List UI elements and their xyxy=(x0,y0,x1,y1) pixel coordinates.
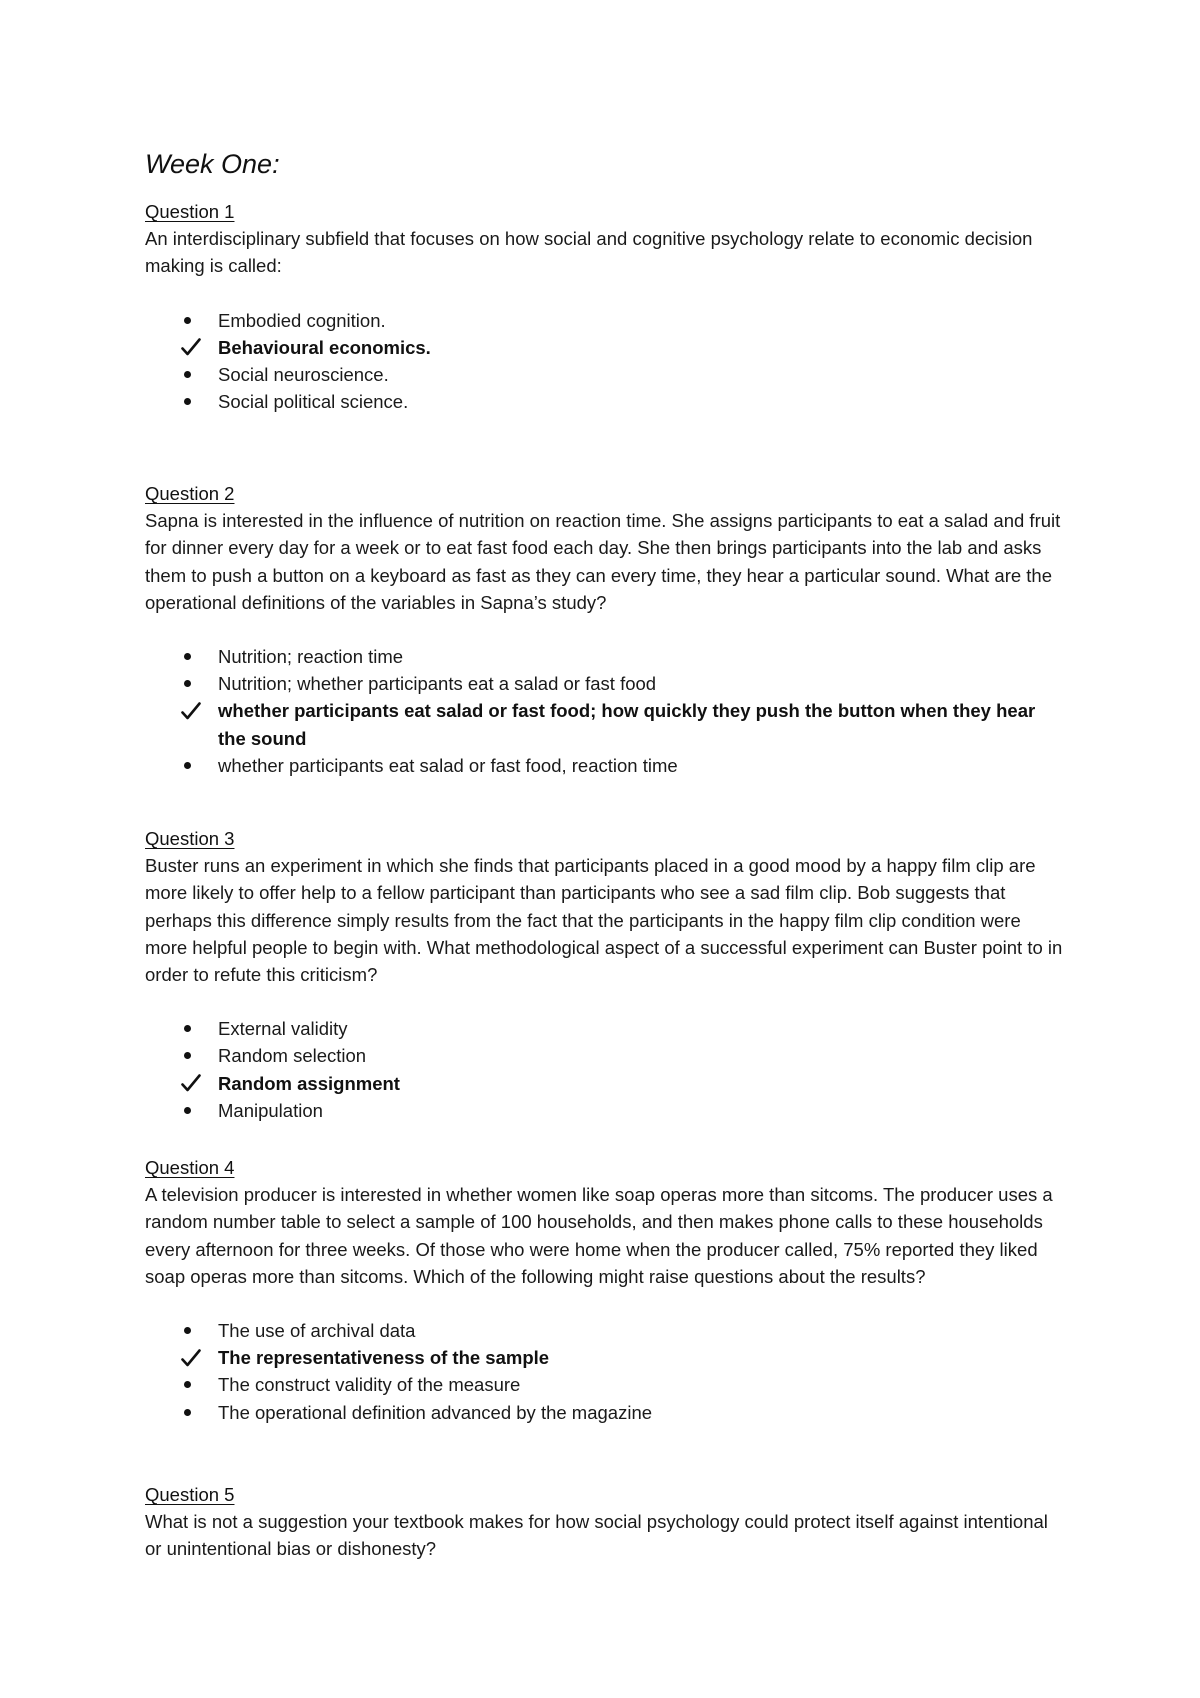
question-1 xyxy=(145,198,1065,415)
bullet-dot-icon xyxy=(183,1042,209,1069)
answer-option xyxy=(145,1042,1065,1069)
answer-label: Random assignment xyxy=(218,1072,400,1094)
bullet-dot-icon xyxy=(183,1097,209,1124)
document-title: Week One: xyxy=(145,149,280,179)
answer-label: Social neuroscience. xyxy=(218,364,389,386)
answer-option xyxy=(145,752,1065,779)
bullet-dot-icon xyxy=(183,1399,209,1426)
answer-options xyxy=(145,1317,1065,1426)
answer-options xyxy=(145,643,1065,779)
answer-label: Nutrition; whether participants eat a salad or fast food xyxy=(218,673,657,695)
bullet-dot-icon xyxy=(183,1317,209,1344)
question-heading: Question 4 xyxy=(145,1157,235,1178)
checkmark-icon xyxy=(183,334,209,361)
checkmark-icon xyxy=(183,1070,209,1097)
bullet-dot-icon xyxy=(183,752,209,779)
answer-label: Embodied cognition. xyxy=(218,309,386,331)
answer-option xyxy=(145,1317,1065,1344)
question-text: An interdisciplinary subfield that focuses on how social and cognitive psychology relate to economic decision making is called: xyxy=(145,228,1033,277)
question-2 xyxy=(145,480,1065,779)
answer-label: The representativeness of the sample xyxy=(218,1347,550,1369)
answer-options xyxy=(145,307,1065,416)
bullet-dot-icon xyxy=(183,670,209,697)
answer-option xyxy=(145,643,1065,670)
answer-label: The operational definition advanced by the magazine xyxy=(218,1401,653,1423)
answer-option xyxy=(145,1371,1065,1398)
checkmark-icon xyxy=(183,1344,209,1371)
checkmark-icon xyxy=(183,697,209,724)
answer-label: The construct validity of the measure xyxy=(218,1374,521,1396)
bullet-dot-icon xyxy=(183,307,209,334)
question-heading: Question 5 xyxy=(145,1484,235,1505)
question-text: Sapna is interested in the influence of nutrition on reaction time. She assigns participants to eat a salad and fruit for dinner every day for a week or to eat fast food each day. She then brings participants into the lab and asks them to push a button on a keyboard as fast as they can every time, they hear a particular sound. What are the operational definitions of the variables in Sapna’s study? xyxy=(145,510,1061,613)
answer-label: Behavioural economics. xyxy=(218,336,431,358)
answer-option xyxy=(145,1399,1065,1426)
question-3 xyxy=(145,825,1065,1124)
bullet-dot-icon xyxy=(183,643,209,670)
bullet-dot-icon xyxy=(183,1371,209,1398)
answer-label: Nutrition; reaction time xyxy=(218,646,404,668)
answer-label: Social political science. xyxy=(218,391,409,413)
question-heading: Question 3 xyxy=(145,828,235,849)
answer-option-correct xyxy=(145,697,1065,751)
bullet-dot-icon xyxy=(183,361,209,388)
question-5 xyxy=(145,1481,1065,1563)
answer-option xyxy=(145,307,1065,334)
question-text: Buster runs an experiment in which she finds that participants placed in a good mood by a happy film clip are more likely to offer help to a fellow participant than participants who see a sad film clip. Bob suggests that perhaps this difference simply results from the fact that the participants in the happy film clip condition were more helpful people to begin with. What methodological aspect of a successful experiment can Buster point to in order to refute this criticism? xyxy=(145,855,1063,986)
bullet-dot-icon xyxy=(183,1015,209,1042)
question-text: What is not a suggestion your textbook makes for how social psychology could protect itself against intentional or unintentional bias or dishonesty? xyxy=(145,1511,1048,1560)
question-heading: Question 2 xyxy=(145,483,235,504)
answer-options xyxy=(145,1015,1065,1124)
answer-label: The use of archival data xyxy=(218,1320,416,1342)
answer-label: External validity xyxy=(218,1018,348,1040)
answer-label: Manipulation xyxy=(218,1099,323,1121)
question-4 xyxy=(145,1154,1065,1426)
answer-label: whether participants eat salad or fast food; how quickly they push the button when they hear the sound xyxy=(218,700,1036,749)
answer-option xyxy=(145,361,1065,388)
answer-option xyxy=(145,1015,1065,1042)
question-text: A television producer is interested in whether women like soap operas more than sitcoms. The producer uses a random number table to select a sample of 100 households, and then makes phone calls to these households every afternoon for three weeks. Of those who were home when the producer called, 75% reported they liked soap operas more than sitcoms. Which of the following might raise questions about the results? xyxy=(145,1184,1053,1287)
answer-option xyxy=(145,670,1065,697)
answer-option xyxy=(145,388,1065,415)
answer-option-correct xyxy=(145,334,1065,361)
answer-option-correct xyxy=(145,1070,1065,1097)
answer-label: whether participants eat salad or fast food, reaction time xyxy=(218,754,678,776)
answer-option xyxy=(145,1097,1065,1124)
answer-option-correct xyxy=(145,1344,1065,1371)
question-heading: Question 1 xyxy=(145,201,235,222)
answer-label: Random selection xyxy=(218,1045,367,1067)
bullet-dot-icon xyxy=(183,388,209,415)
